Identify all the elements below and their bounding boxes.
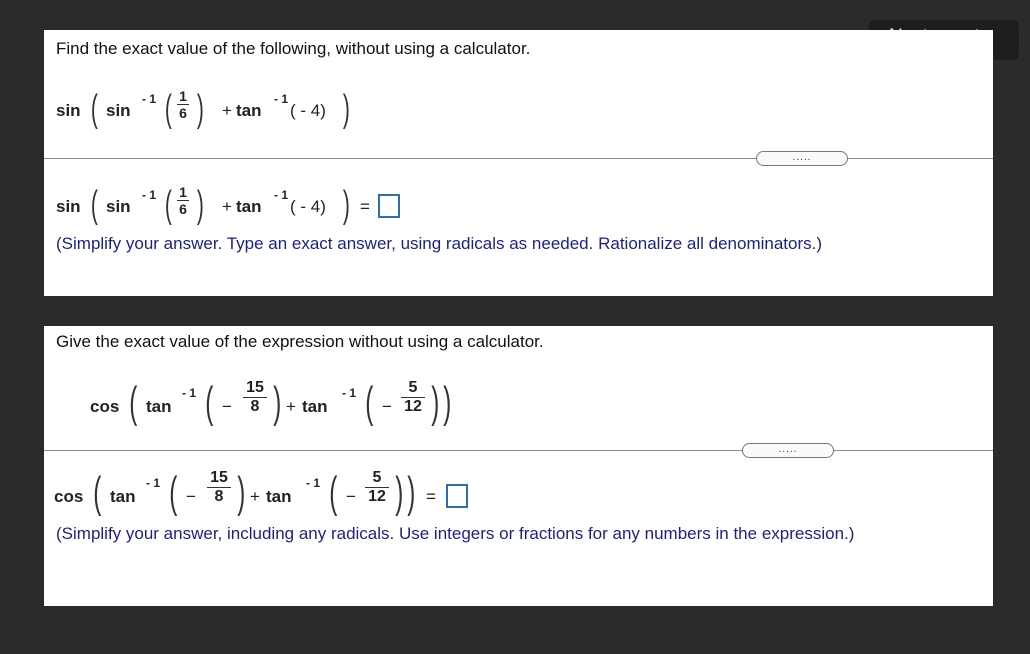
paren-open-second: ( — [329, 468, 338, 517]
fn-outer: sin — [56, 197, 81, 216]
question-1-expression — [56, 84, 396, 134]
minus-sign: − — [186, 487, 196, 506]
paren-open-outer: ( — [93, 468, 102, 517]
fraction-numerator: 1 — [179, 184, 187, 200]
inverse-exponent: - 1 — [142, 188, 157, 202]
answer-input[interactable] — [446, 484, 468, 508]
fraction-denominator: 8 — [250, 398, 260, 415]
paren-open-outer: ( — [90, 184, 98, 226]
fraction-fifteen-eighths — [242, 379, 268, 416]
paren-close-inner: ) — [273, 378, 282, 427]
argument-neg-four: ( - 4) — [290, 197, 326, 216]
expand-toggle[interactable]: ..... — [756, 151, 848, 166]
plus-sign: + — [250, 487, 260, 506]
fraction-denominator: 6 — [179, 105, 187, 121]
fraction-numerator: 5 — [408, 379, 418, 396]
paren-close-inner: ) — [237, 468, 246, 517]
fn-second: tan — [266, 487, 292, 506]
question-2-answer-expression — [54, 460, 474, 520]
inverse-exponent-2: - 1 — [342, 386, 357, 400]
paren-open-outer: ( — [90, 88, 98, 130]
fn-second: tan — [236, 197, 262, 216]
question-1-hint: (Simplify your answer. Type an exact answer, using radicals as needed. Rationalize all denominators.) — [56, 234, 823, 253]
fraction-one-sixth — [176, 88, 190, 121]
argument-neg-four: ( - 4) — [290, 101, 326, 120]
paren-close-outer: ) — [342, 184, 350, 226]
fn-inner: tan — [110, 487, 136, 506]
fn-outer: cos — [90, 397, 120, 416]
fraction-numerator: 1 — [179, 88, 187, 104]
paren-open-inner: ( — [205, 378, 214, 427]
paren-close-outer: ) — [407, 468, 416, 517]
fraction-numerator: 15 — [246, 379, 264, 396]
question-2-expression — [90, 370, 470, 430]
inverse-exponent-2: - 1 — [274, 188, 289, 202]
paren-close-outer: ) — [342, 88, 350, 130]
paren-open-inner: ( — [164, 88, 172, 130]
fn-inner: sin — [106, 101, 131, 120]
fn-outer: sin — [56, 101, 81, 120]
paren-close-second: ) — [395, 468, 404, 517]
inverse-exponent: - 1 — [182, 386, 197, 400]
fn-inner: sin — [106, 197, 131, 216]
equals-sign: = — [426, 487, 436, 506]
paren-open-outer: ( — [129, 378, 138, 427]
inverse-exponent: - 1 — [146, 476, 161, 490]
paren-open-second: ( — [365, 378, 374, 427]
fn-inner: tan — [146, 397, 172, 416]
fraction-one-sixth — [176, 184, 190, 217]
expand-toggle[interactable]: ..... — [742, 443, 834, 458]
fraction-denominator: 8 — [214, 488, 224, 505]
question-2-panel — [44, 326, 993, 606]
paren-close-second: ) — [431, 378, 440, 427]
question-1-panel — [44, 30, 993, 296]
paren-open-inner: ( — [164, 184, 172, 226]
divider — [44, 158, 993, 159]
fn-second: tan — [302, 397, 328, 416]
paren-close-inner: ) — [196, 184, 204, 226]
paren-close-inner: ) — [196, 88, 204, 130]
fraction-numerator: 15 — [210, 469, 228, 486]
plus-sign: + — [286, 397, 296, 416]
minus-sign-2: − — [346, 487, 356, 506]
question-1-prompt: Find the exact value of the following, without using a calculator. — [56, 39, 531, 58]
inverse-exponent-2: - 1 — [274, 92, 289, 106]
paren-open-inner: ( — [169, 468, 178, 517]
question-2-prompt: Give the exact value of the expression without using a calculator. — [56, 332, 544, 351]
question-2-hint: (Simplify your answer, including any radicals. Use integers or fractions for any numbers in the expression.) — [56, 524, 855, 543]
fraction-denominator: 12 — [368, 488, 386, 505]
inverse-exponent: - 1 — [142, 92, 157, 106]
minus-sign: − — [222, 397, 232, 416]
fraction-five-twelfths — [364, 469, 390, 506]
inverse-exponent-2: - 1 — [306, 476, 321, 490]
answer-input[interactable] — [378, 194, 400, 218]
fn-second: tan — [236, 101, 262, 120]
equals-sign: = — [360, 197, 370, 216]
fraction-denominator: 6 — [179, 201, 187, 217]
divider — [44, 450, 993, 451]
fraction-denominator: 12 — [404, 398, 422, 415]
fraction-fifteen-eighths — [206, 469, 232, 506]
minus-sign-2: − — [382, 397, 392, 416]
plus-sign: + — [222, 197, 232, 216]
fraction-five-twelfths — [400, 379, 426, 416]
fn-outer: cos — [54, 487, 84, 506]
plus-sign: + — [222, 101, 232, 120]
fraction-numerator: 5 — [372, 469, 382, 486]
paren-close-outer: ) — [443, 378, 452, 427]
